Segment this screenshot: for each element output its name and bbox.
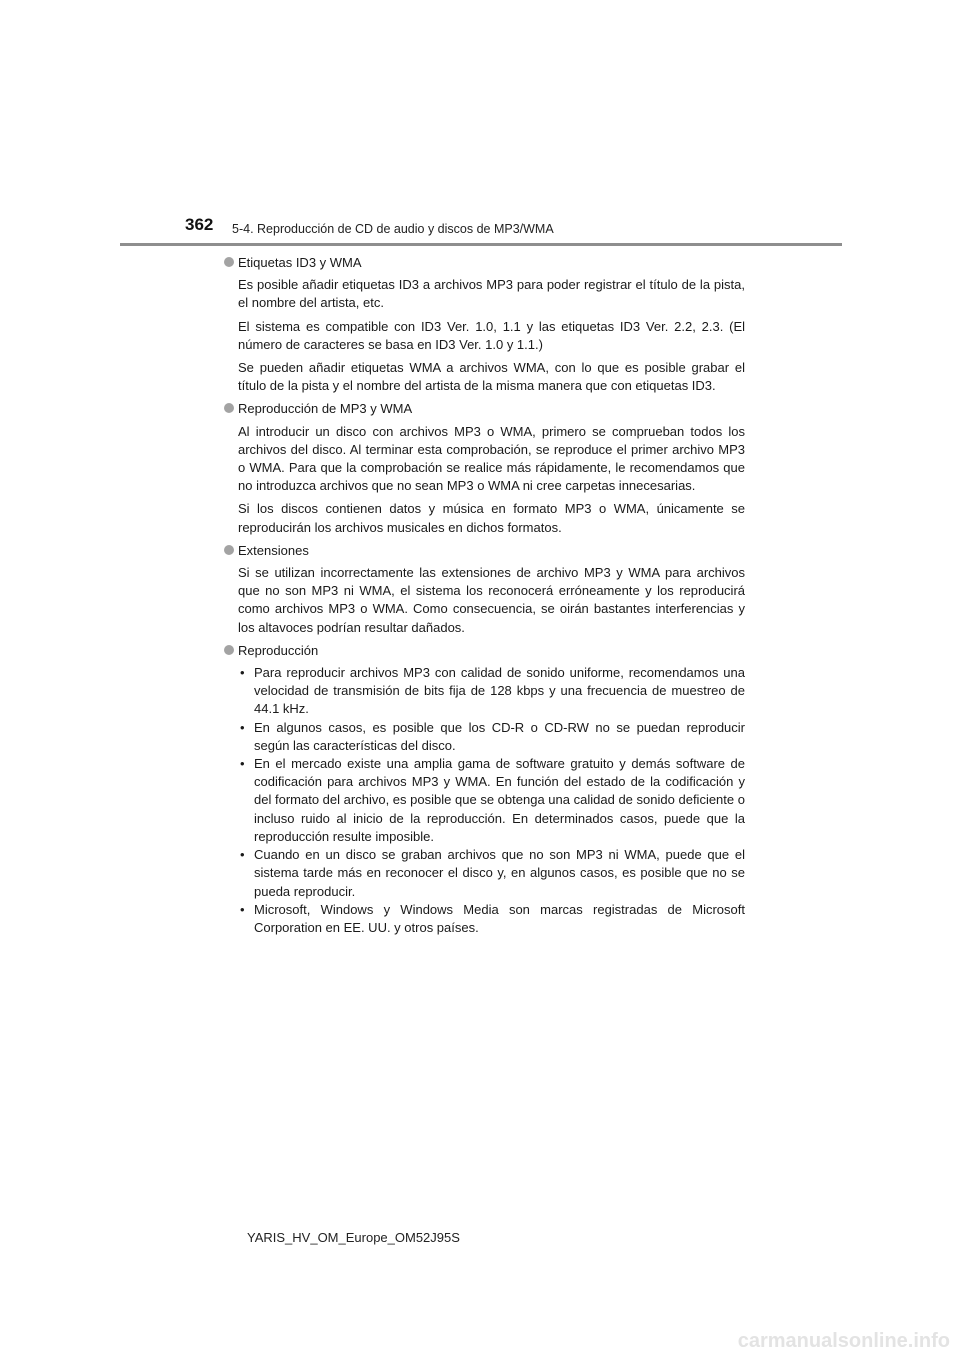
list-item: [238, 664, 745, 719]
page-content: [224, 254, 745, 942]
paragraph: Es posible añadir etiquetas ID3 a archivos MP3 para poder registrar el título de la pista, el nombre del artista, etc.: [238, 277, 745, 311]
section-title: [224, 254, 745, 272]
paragraph: Si los discos contienen datos y música en formato MP3 o WMA, únicamente se reproducirán los archivos musicales en dichos formatos.: [238, 501, 745, 535]
list-item-text: En el mercado existe una amplia gama de software gratuito y demás software de codificación para archivos MP3 y WMA. En función del estado de la codificación y del formato del archivo, es posible que se obtenga una calidad de sonido deficiente o incluso ruido al inicio de la reproducción. En determinados casos, puede que la reproducción resulte imposible.: [254, 756, 745, 844]
bullet-mark: •: [240, 665, 245, 681]
paragraph: Se pueden añadir etiquetas WMA a archivos WMA, con lo que es posible grabar el título de la pista y el nombre del artista de la misma manera que con etiquetas ID3.: [238, 360, 745, 394]
page-number: 362: [185, 215, 214, 234]
section-playback-mp3-wma: [224, 400, 745, 536]
paragraph: El sistema es compatible con ID3 Ver. 1.0, 1.1 y las etiquetas ID3 Ver. 2.2, 2.3. (El número de caracteres se basa en ID3 Ver. 1.0 y 1.1.): [238, 318, 745, 352]
section-title-text: Etiquetas ID3 y WMA: [238, 255, 362, 270]
bullet-mark: •: [240, 756, 245, 772]
section-id3-tags: [224, 254, 745, 395]
circle-bullet-icon: [224, 545, 234, 555]
list-item-text: En algunos casos, es posible que los CD-R o CD-RW no se puedan reproducir según las características del disco.: [254, 719, 745, 753]
watermark: carmanualsonline.info: [737, 1330, 950, 1352]
list-item: [238, 901, 745, 937]
header-rule: [120, 243, 842, 246]
section-title: [224, 400, 745, 418]
list-item: [238, 719, 745, 755]
footer-document-id: YARIS_HV_OM_Europe_OM52J95S: [247, 1230, 460, 1245]
paragraph: Al introducir un disco con archivos MP3 o WMA, primero se comprueban todos los archivos del disco. Al terminar esta comprobación, se reproduce el primer archivo MP3 o WMA. Para que la comprobación se realice más rápidamente, le recomendamos que no introduzca archivos que no sean MP3 o WMA ni cree carpetas innecesarias.: [238, 423, 745, 494]
section-title-text: Extensiones: [238, 542, 309, 558]
list-item: [238, 755, 745, 846]
section-title: [224, 542, 745, 560]
circle-bullet-icon: [224, 645, 234, 655]
running-header: 5-4. Reproducción de CD de audio y discos de MP3/WMA: [232, 222, 554, 236]
section-title: [224, 642, 745, 660]
bullet-mark: •: [240, 847, 245, 863]
bullet-list: [238, 664, 745, 937]
section-playback: [224, 642, 745, 937]
list-item-text: Cuando en un disco se graban archivos que no son MP3 ni WMA, puede que el sistema tarde más en reconocer el disco y, en algunos casos, es posible que no se pueda reproducir.: [254, 847, 745, 899]
section-title-text: Reproducción de MP3 y WMA: [238, 401, 413, 417]
circle-bullet-icon: [224, 403, 234, 413]
bullet-mark: •: [240, 901, 245, 917]
list-item-text: Para reproducir archivos MP3 con calidad de sonido uniforme, recomendamos una velocidad de transmisión de bits fija de 128 kbps y una frecuencia de muestreo de 44.1 kHz.: [254, 665, 745, 717]
bullet-mark: •: [240, 719, 245, 735]
section-title-text: Reproducción: [238, 642, 319, 658]
circle-bullet-icon: [224, 257, 234, 267]
list-item-text: Microsoft, Windows y Windows Media son marcas registradas de Microsoft Corporation en EE. UU. y otros países.: [254, 901, 745, 935]
paragraph: Si se utilizan incorrectamente las extensiones de archivo MP3 y WMA para archivos que no son MP3 ni WMA, el sistema los reconocerá erróneamente y los reproducirá como archivos MP3 o WMA. Como consecuencia, se oirán bastantes interferencias y los altavoces podrían resultar dañados.: [238, 565, 745, 635]
list-item: [238, 846, 745, 901]
section-extensions: [224, 542, 745, 637]
